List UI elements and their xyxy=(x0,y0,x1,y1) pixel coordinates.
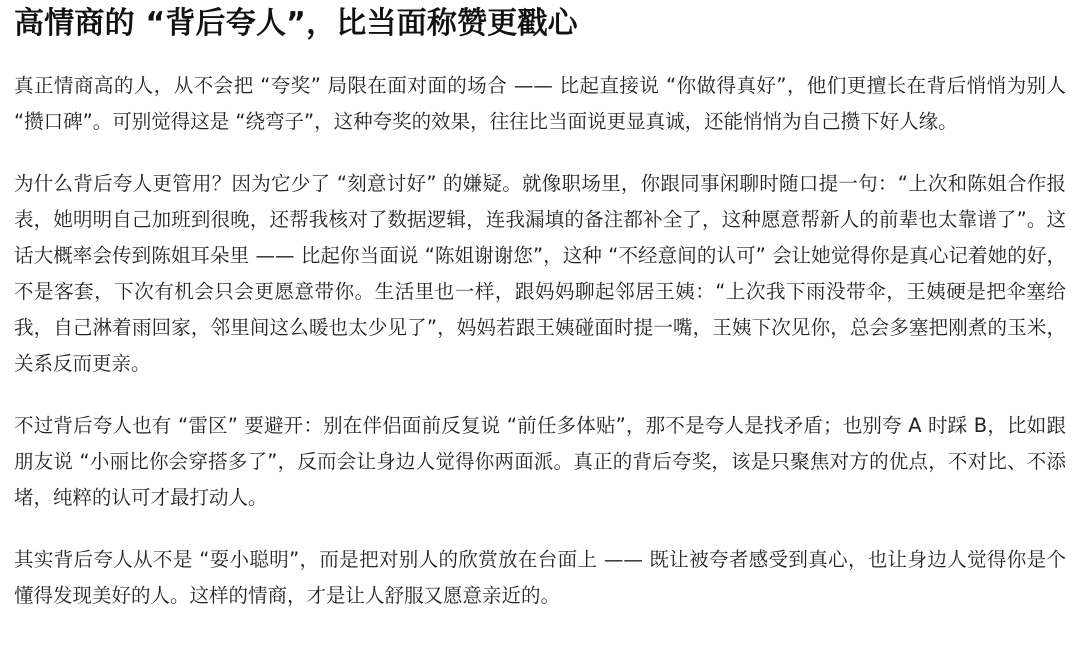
paragraph-intro: 真正情商高的人，从不会把 “夸奖” 局限在面对面的场合 —— 比起直接说 “你做得真好”，他们更擅长在背后悄悄为别人 “攒口碑”。可别觉得这是 “绕弯子”，这种夸奖的效果，往往比当面说更显真诚，还能悄悄为自己攒下好人缘。 xyxy=(14,74,1066,133)
paragraph-pitfalls: 不过背后夸人也有 “雷区” 要避开：别在伴侣面前反复说 “前任多体贴”，那不是夸人是找矛盾；也别夸 A 时踩 B，比如跟朋友说 “小丽比你会穿搭多了”，反而会让身边人觉得你两面派。真正的背后夸奖，该是只聚焦对方的优点，不对比、不添堵，纯粹的认可才最打动人。 xyxy=(14,414,1066,509)
paragraph-why-it-works: 为什么背后夸人更管用？因为它少了 “刻意讨好” 的嫌疑。就像职场里，你跟同事闲聊时随口提一句：“上次和陈姐合作报表，她明明自己加班到很晚，还帮我核对了数据逻辑，连我漏填的备注都补全了，这种愿意帮新人的前辈也太靠谱了”。这话大概率会传到陈姐耳朵里 —— 比起你当面说 “陈姐谢谢您”，这种 “不经意间的认可” 会让她觉得你是真心记着她的好，不是客套，下次有机会只会更愿意带你。生活里也一样，跟妈妈聊起邻居王姨：“上次我下雨没带伞，王姨硬是把伞塞给我，自己淋着雨回家，邻里间这么暖也太少见了”，妈妈若跟王姨碰面时提一嘴，王姨下次见你，总会多塞把刚煮的玉米，关系反而更亲。 xyxy=(14,172,1066,375)
paragraph-conclusion: 其实背后夸人从不是 “耍小聪明”，而是把对别人的欣赏放在台面上 —— 既让被夸者感受到真心，也让身边人觉得你是个懂得发现美好的人。这样的情商，才是让人舒服又愿意亲近的。 xyxy=(14,548,1066,607)
article-title: 高情商的 “背后夸人”，比当面称赞更戳心 xyxy=(14,6,578,41)
